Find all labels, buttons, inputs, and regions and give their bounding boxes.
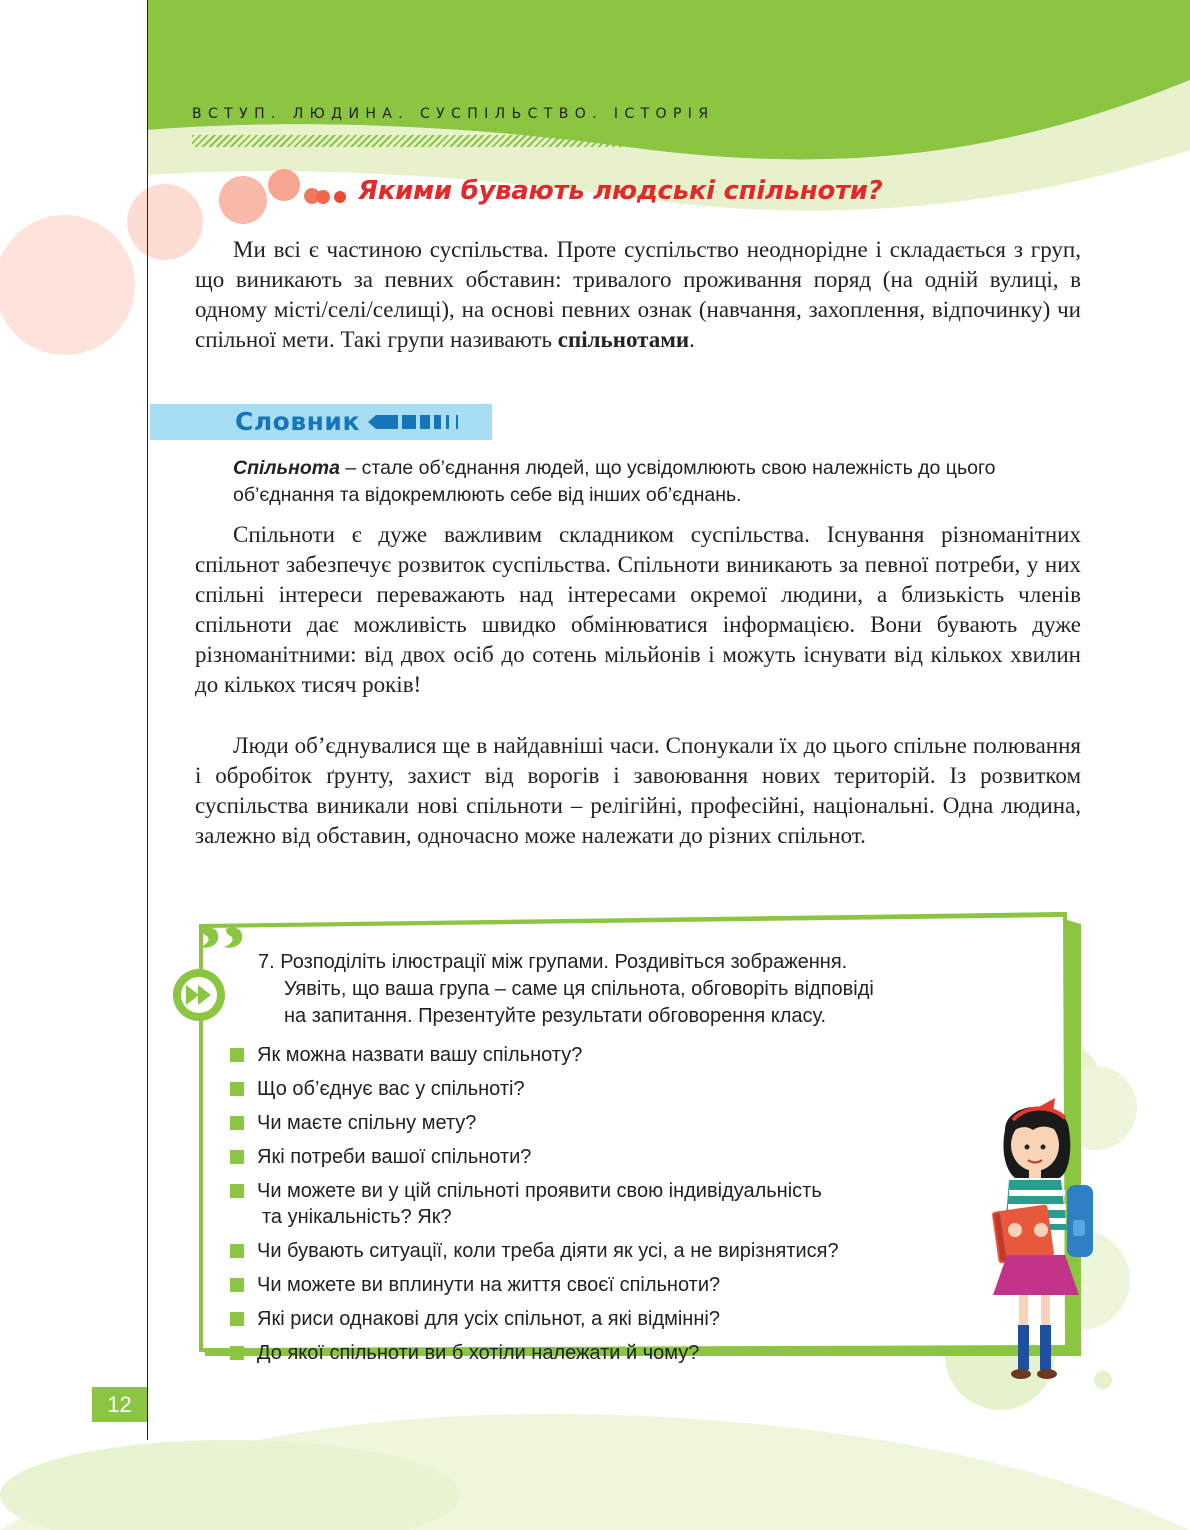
section-title: Якими бувають людські спільноти? <box>358 176 883 206</box>
question-item <box>230 1306 839 1332</box>
body-paragraph-2-text: Люди об’єднувалися ще в найдавніші часи. Спонукали їх до цього спільне полювання і обробіток ґрунту, захист від ворогів і завоювання нових територій. Із розвитком суспільства виникали нові спільноти – релігійні, професійні, національні. Одна людина, залежно від обставин, одночасно може належати до різних спільнот. <box>195 733 1081 848</box>
question-item <box>230 1238 839 1264</box>
bullet-square-icon <box>230 1312 244 1326</box>
question-item <box>230 1340 839 1366</box>
intro-bold-term: спільнотами <box>557 327 690 352</box>
girl-illustration <box>975 1090 1100 1390</box>
question-text: Чи можете ви вплинути на життя своєї спільноти? <box>257 1274 721 1296</box>
intro-paragraph <box>195 235 1081 355</box>
bullet-square-icon <box>230 1278 244 1292</box>
header-hatch-line <box>192 135 957 147</box>
play-forward-icon <box>172 968 226 1022</box>
glossary-header <box>150 404 492 440</box>
question-text: Що об’єднує вас у спільноті? <box>257 1078 525 1100</box>
question-text: Як можна назвати вашу спільноту? <box>257 1044 583 1066</box>
page-number: 12 <box>92 1387 147 1422</box>
glossary-definition <box>233 455 1083 509</box>
bullet-square-icon <box>230 1244 244 1258</box>
bullet-square-icon <box>230 1082 244 1096</box>
intro-end: . <box>689 327 695 352</box>
glossary-definition-text: – стале об’єднання людей, що усвідомлюють свою належність до цього об’єднання та відокремлюють себе від інших об’єднань. <box>233 457 996 506</box>
body-paragraph-1-text: Спільноти є дуже важливим складником суспільства. Існування різноманітних спільнот забезпечує розвиток суспільства. Спільноти виникають за певної потреби, у них спільні інтереси переважають над інтересами окремої людини, а близькість членів спільноти дає можливість швидко обмінюватися інформацією. Вони бувають дуже різноманітними: від двох осіб до сотень мільйонів і можуть існувати від кількох хвилин до кількох тисяч років! <box>195 522 1081 697</box>
question-item <box>230 1110 839 1136</box>
question-text: Чи маєте спільну мету? <box>257 1112 477 1134</box>
question-text: Які риси однакові для усіх спільнот, а які відмінні? <box>257 1308 720 1330</box>
intro-text: Ми всі є частиною суспільства. Проте суспільство неоднорідне і складається з груп, що виникають за певних обставин: тривалого проживання поряд (на одній вулиці, в одному місті/селі/селищі), на основі певних ознак (навчання, захоплення, відпочинку) чи спільної мети. Такі групи називають <box>195 237 1081 352</box>
task-number: 7. <box>258 951 275 973</box>
bullet-square-icon <box>230 1184 244 1198</box>
glossary-term: Спільнота <box>233 457 340 479</box>
question-text: Які потреби вашої спільноти? <box>257 1146 532 1168</box>
bullet-square-icon <box>230 1116 244 1130</box>
question-text: До якої спільноти ви б хотіли належати й чому? <box>257 1342 700 1364</box>
bullet-square-icon <box>230 1150 244 1164</box>
question-item <box>230 1144 839 1170</box>
question-list <box>230 1042 839 1366</box>
question-text-continued: та унікальність? Як? <box>262 1206 452 1228</box>
glossary-arrows-icon <box>368 414 488 430</box>
question-item <box>230 1076 839 1102</box>
question-text: Чи можете ви у цій спільноті проявити свою індивідуальність <box>257 1180 822 1202</box>
margin-rule <box>147 0 148 1440</box>
body-paragraph-2 <box>195 731 1081 851</box>
task-line-1: Розподіліть ілюстрації між групами. Роздивіться зображення. <box>280 951 848 973</box>
bullet-square-icon <box>230 1048 244 1062</box>
question-item <box>230 1272 839 1298</box>
question-item <box>230 1178 839 1230</box>
question-text: Чи бувають ситуації, коли треба діяти як усі, а не вирізнятися? <box>257 1240 839 1262</box>
body-paragraph-1 <box>195 520 1081 700</box>
running-head: ВСТУП. ЛЮДИНА. СУСПІЛЬСТВО. ІСТОРІЯ <box>192 106 715 122</box>
bullet-square-icon <box>230 1346 244 1360</box>
question-item <box>230 1042 839 1068</box>
glossary-title: Словник <box>235 407 360 436</box>
task-line-3: на запитання. Презентуйте результати обговорення класу. <box>284 1005 827 1027</box>
quote-marks-icon <box>198 925 250 957</box>
task-instruction <box>258 949 1018 1030</box>
task-line-2: Уявіть, що ваша група – саме ця спільнота, обговоріть відповіді <box>284 978 874 1000</box>
